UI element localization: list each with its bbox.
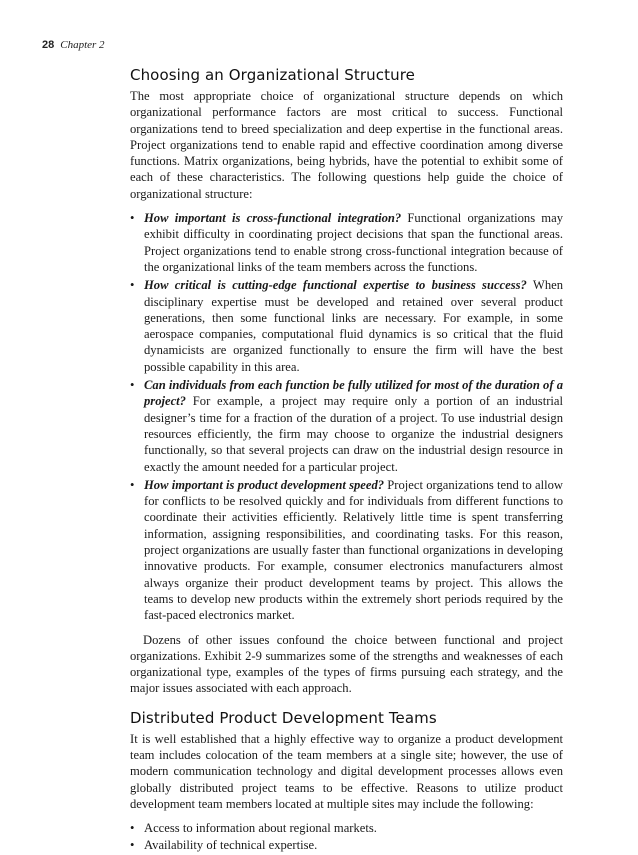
list-item: • Availability of technical expertise. [130,837,563,853]
question-text: How important is product development speed? [144,477,385,492]
list-item: • Access to information about regional markets. [130,820,563,836]
answer-text: Project organizations tend to allow for conflicts to be resolved quickly and for individuals from different functions to coordinate their activities efficiently. Relatively little time is spent transferring information, assigning responsibilities, and coordinating tasks. For this reason, project organizations are usually faster than functional organizations in developing innovative products. For example, consumer electronics manufacturers almost always organize their product development teams by project. This allows the teams to develop new products within the extremely short periods required by the fast-paced electronics market. [144,477,563,623]
section-heading-distributed-teams: Distributed Product Development Teams [130,708,437,727]
reasons-list [130,820,563,854]
question-text: How critical is cutting-edge functional expertise to business success? [144,278,527,293]
chapter-label: Chapter 2 [60,39,105,51]
question-text: How important is cross-functional integration? [144,211,402,226]
guiding-questions-list [130,210,563,623]
list-item [130,377,563,475]
answer-text: For example, a project may require only a portion of an industrial designer’s time for a fraction of the duration of a project. To use industrial design resources efficiently, the firm may choose to organize the industrial designers functionally, so that several projects can draw on the industrial design resource in exactly the amount needed for a particular project. [144,394,563,474]
section-heading-organizational-structure: Choosing an Organizational Structure [130,66,415,84]
section1-closing-paragraph: Dozens of other issues confound the choice between functional and project organizations. Exhibit 2-9 summarizes some of the strengths and weaknesses of each organizational type, examples of the types of firms pursuing each strategy, and the major issues associated with each approach. [130,632,563,696]
list-item [130,477,563,624]
list-item [130,210,563,275]
page-body [130,66,563,855]
list-item [130,277,563,375]
answer-text: When disciplinary expertise must be developed and retained over several product generations, then some functional links are necessary. For example, in some aerospace companies, computational fluid dynamics is so critical that the fluid dynamicists are organized functionally to ensure the firm will have the best possible capability in this area. [144,278,563,374]
section1-intro-paragraph: The most appropriate choice of organizational structure depends on which organizational performance factors are most critical to success. Functional organizations tend to breed specialization and deep expertise in the functional areas. Project organizations tend to enable rapid and effective coordination among diverse functions. Matrix organizations, being hybrids, have the potential to exhibit some of each of these characteristics. The following questions help guide the choice of organizational structure: [130,89,563,201]
question-text: Can individuals from each function be fully utilized for most of the duration of a project? [144,378,563,409]
answer-text: Functional organizations may exhibit difficulty in coordinating project decisions that span the functional areas. Project organizations tend to enable strong cross-functional integration because of the organizational links of the team members across the functions. [144,211,563,274]
running-head [42,39,105,51]
page-number: 28 [42,39,55,51]
section2-intro-paragraph: It is well established that a highly effective way to organize a product development team includes colocation of the team members at a single site; however, the use of modern communication technology and digital development processes allows even globally distributed project teams to be effective. Reasons to utilize product development team members located at multiple sites may include the following: [130,731,563,811]
